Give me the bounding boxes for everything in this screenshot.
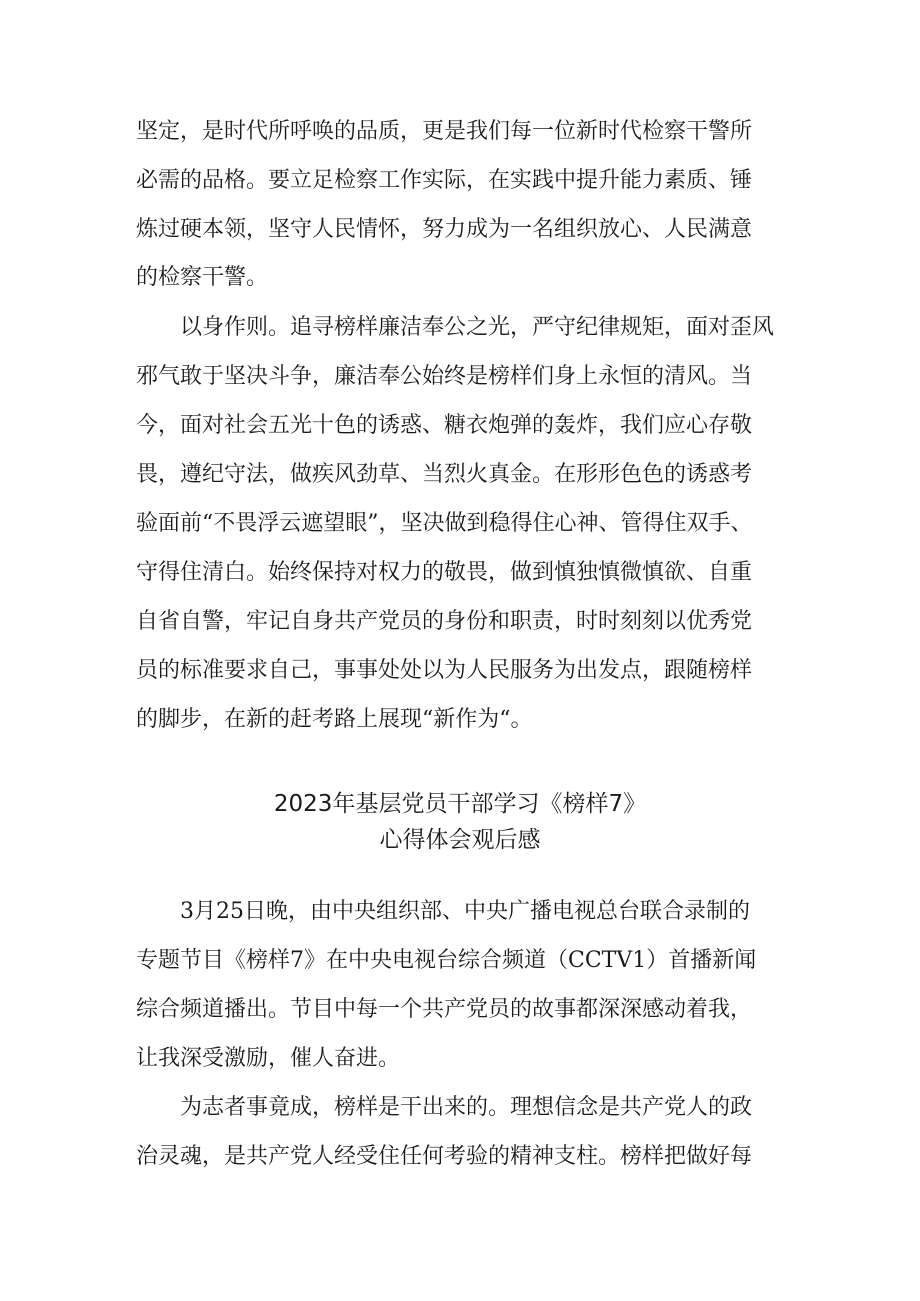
paragraph-line: 综合频道播出。节目中每一个共产党员的故事都深深感动着我， [136, 997, 753, 1022]
paragraph-line: 专题节目《榜样7》在中央电视台综合频道（CCTV1）首播新闻 [136, 948, 757, 973]
paragraph-line: 邪气敢于坚决斗争，廉洁奉公始终是榜样们身上永恒的清风。当 [136, 364, 753, 389]
paragraph-line: 炼过硬本领，坚守人民情怀，努力成为一名组织放心、人民满意 [136, 217, 753, 242]
paragraph-line: 为志者事竟成，榜样是干出来的。理想信念是共产党人的政 [180, 1095, 753, 1120]
paragraph-line: 必需的品格。要立足检察工作实际，在实践中提升能力素质、锤 [136, 168, 753, 193]
article-subtitle: 心得体会观后感 [379, 827, 541, 853]
paragraph-line: 的检察干警。 [136, 265, 269, 290]
paragraph-line: 3月25日晚，由中央组织部、中央广播电视总台联合录制的 [180, 899, 750, 924]
paragraph-line: 守得住清白。始终保持对权力的敬畏，做到慎独慎微慎欲、自重 [136, 560, 753, 585]
paragraph-line: 畏，遵纪守法，做疾风劲草、当烈火真金。在形形色色的诱惑考 [136, 462, 753, 487]
paragraph-line: 坚定，是时代所呼唤的品质，更是我们每一位新时代检察干警所 [136, 119, 753, 144]
paragraph-line: 验面前“不畏浮云遮望眼”，坚决做到稳得住心神、管得住双手、 [136, 511, 753, 536]
paragraph-line: 今，面对社会五光十色的诱惑、糖衣炮弹的轰炸，我们应心存敬 [136, 413, 753, 438]
paragraph-line: 治灵魂，是共产党人经受住任何考验的精神支柱。榜样把做好每 [136, 1144, 753, 1169]
paragraph-line: 的脚步，在新的赶考路上展现“新作为“。 [136, 707, 533, 732]
paragraph-line: 让我深受激励，催人奋进。 [136, 1046, 401, 1071]
article-title: 2023年基层党员干部学习《榜样7》 [273, 791, 647, 817]
paragraph-line: 以身作则。追寻榜样廉洁奉公之光，严守纪律规矩，面对歪风 [180, 315, 775, 340]
paragraph-line: 自省自警，牢记自身共产党员的身份和职责，时时刻刻以优秀党 [136, 609, 753, 634]
paragraph-line: 员的标准要求自己，事事处处以为人民服务为出发点，跟随榜样 [136, 658, 753, 683]
